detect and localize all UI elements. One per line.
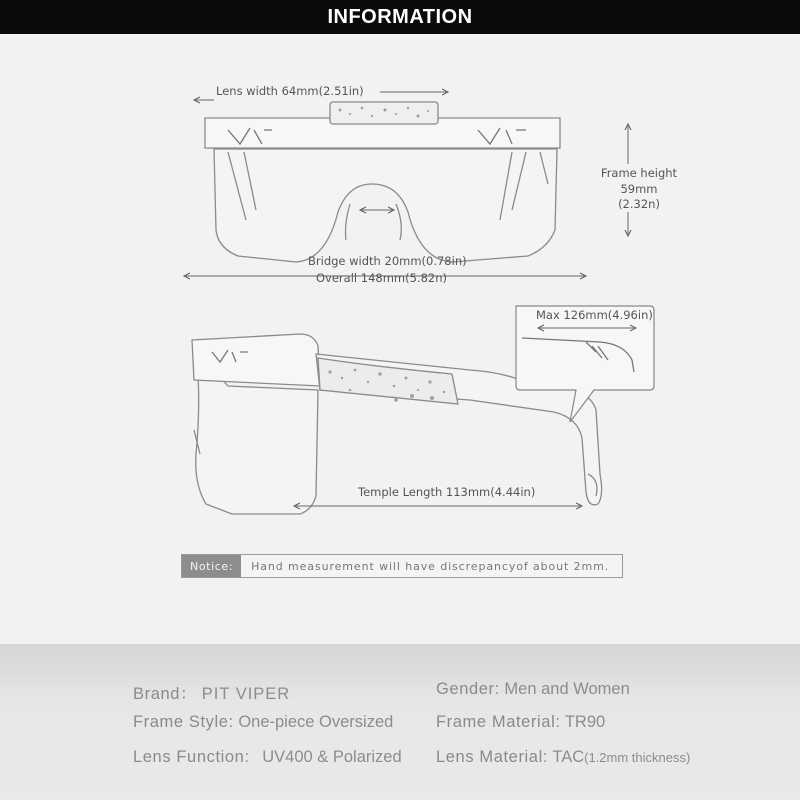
spec-brand [133,680,290,704]
spec-frame-material-value: TR90 [564,713,606,731]
spec-frame-material-key: Frame Material: [436,713,561,731]
spec-brand-key: Brand： [133,685,198,703]
spec-gender-key: Gender: [436,680,500,698]
notice-bar [181,554,623,578]
notice-label: Notice: [182,555,241,577]
spec-lens-material [436,748,690,767]
bridge-width-label: Bridge width 20mm(0.78in) [308,254,467,268]
overall-width-label: Overall 148mm(5.82n) [316,271,447,285]
frame-height-title: Frame height [600,166,678,180]
frame-height-in: (2.32n) [618,197,660,211]
spec-frame-material [436,713,605,732]
spec-lens-function-key: Lens Function: [133,748,250,766]
spec-gender [436,680,630,699]
spec-lens-material-note: (1.2mm thickness) [584,750,691,765]
frame-height-mm: 59mm [620,182,658,196]
spec-brand-value: PIT VIPER [201,685,291,703]
spec-frame-style [133,713,393,732]
spec-lens-material-key: Lens Material: [436,748,549,766]
spec-lens-material-value: TAC [552,748,585,766]
spec-panel [0,644,800,800]
max-temple-label: Max 126mm(4.96in) [536,308,653,322]
dimension-diagram [0,34,800,644]
header-bar [0,0,800,34]
temple-length-label: Temple Length 113mm(4.44in) [358,485,536,499]
front-view-glasses [205,102,560,262]
spec-lens-function [133,748,402,767]
notice-message: Hand measurement will have discrepancyof about 2mm. [251,559,610,573]
lens-width-label: Lens width 64mm(2.51in) [216,84,364,98]
spec-lens-function-value: UV400 & Polarized [262,748,402,766]
spec-frame-style-value: One-piece Oversized [238,713,394,731]
page-title: INFORMATION [327,5,473,28]
glasses-illustration [0,34,800,644]
spec-gender-value: Men and Women [504,680,630,698]
spec-frame-style-key: Frame Style: [133,713,234,731]
